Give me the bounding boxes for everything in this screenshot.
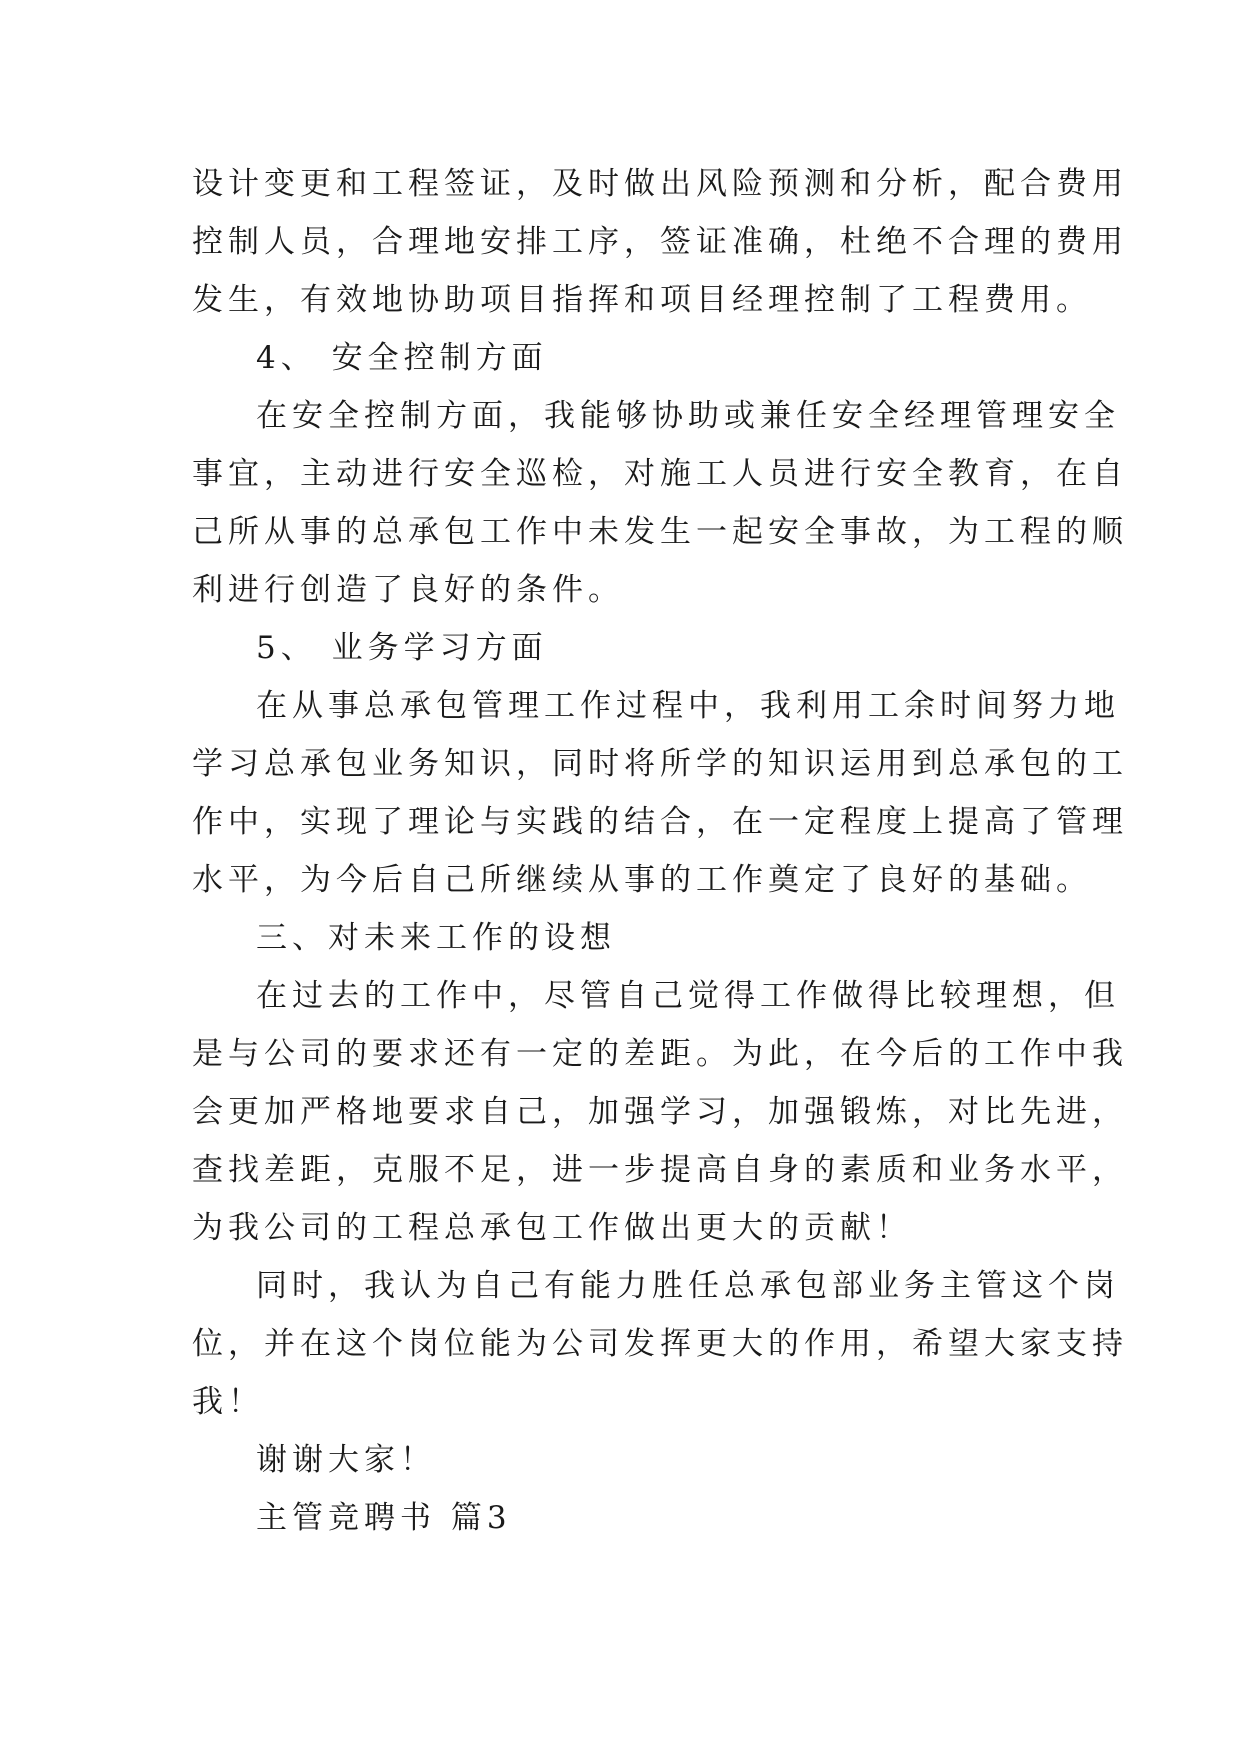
paragraph-line: 在安全控制方面，我能够协助或兼任安全经理管理安全 [256,398,1120,434]
paragraph-line: 位，并在这个岗位能为公司发挥更大的作用，希望大家支持 [192,1326,1128,1362]
paragraph-line: 我！ [192,1384,264,1420]
closing-line: 谢谢大家！ [256,1442,436,1478]
section-heading: 4、 安全控制方面 [256,340,548,376]
paragraph-line: 会更加严格地要求自己，加强学习，加强锻炼，对比先进， [192,1094,1128,1130]
paragraph-line: 查找差距，克服不足，进一步提高自身的素质和业务水平， [192,1152,1128,1188]
paragraph-line: 学习总承包业务知识，同时将所学的知识运用到总承包的工 [192,746,1128,782]
paragraph-line: 作中，实现了理论与实践的结合，在一定程度上提高了管理 [192,804,1128,840]
paragraph-line: 设计变更和工程签证，及时做出风险预测和分析，配合费用 [192,166,1128,202]
section-heading: 三、对未来工作的设想 [256,920,616,956]
paragraph-line: 是与公司的要求还有一定的差距。为此，在今后的工作中我 [192,1036,1128,1072]
paragraph-line: 在从事总承包管理工作过程中，我利用工余时间努力地 [256,688,1120,724]
paragraph-line: 利进行创造了良好的条件。 [192,572,624,608]
paragraph-line: 控制人员，合理地安排工序，签证准确，杜绝不合理的费用 [192,224,1128,260]
paragraph-line: 己所从事的总承包工作中未发生一起安全事故，为工程的顺 [192,514,1128,550]
paragraph-line: 发生，有效地协助项目指挥和项目经理控制了工程费用。 [192,282,1092,318]
paragraph-line: 在过去的工作中，尽管自己觉得工作做得比较理想，但 [256,978,1120,1014]
paragraph-line: 为我公司的工程总承包工作做出更大的贡献！ [192,1210,912,1246]
section-heading: 5、 业务学习方面 [256,630,548,666]
paragraph-line: 同时，我认为自己有能力胜任总承包部业务主管这个岗 [256,1268,1120,1304]
document-title: 主管竞聘书 篇3 [256,1500,512,1536]
paragraph-line: 水平，为今后自己所继续从事的工作奠定了良好的基础。 [192,862,1092,898]
paragraph-line: 事宜，主动进行安全巡检，对施工人员进行安全教育，在自 [192,456,1128,492]
